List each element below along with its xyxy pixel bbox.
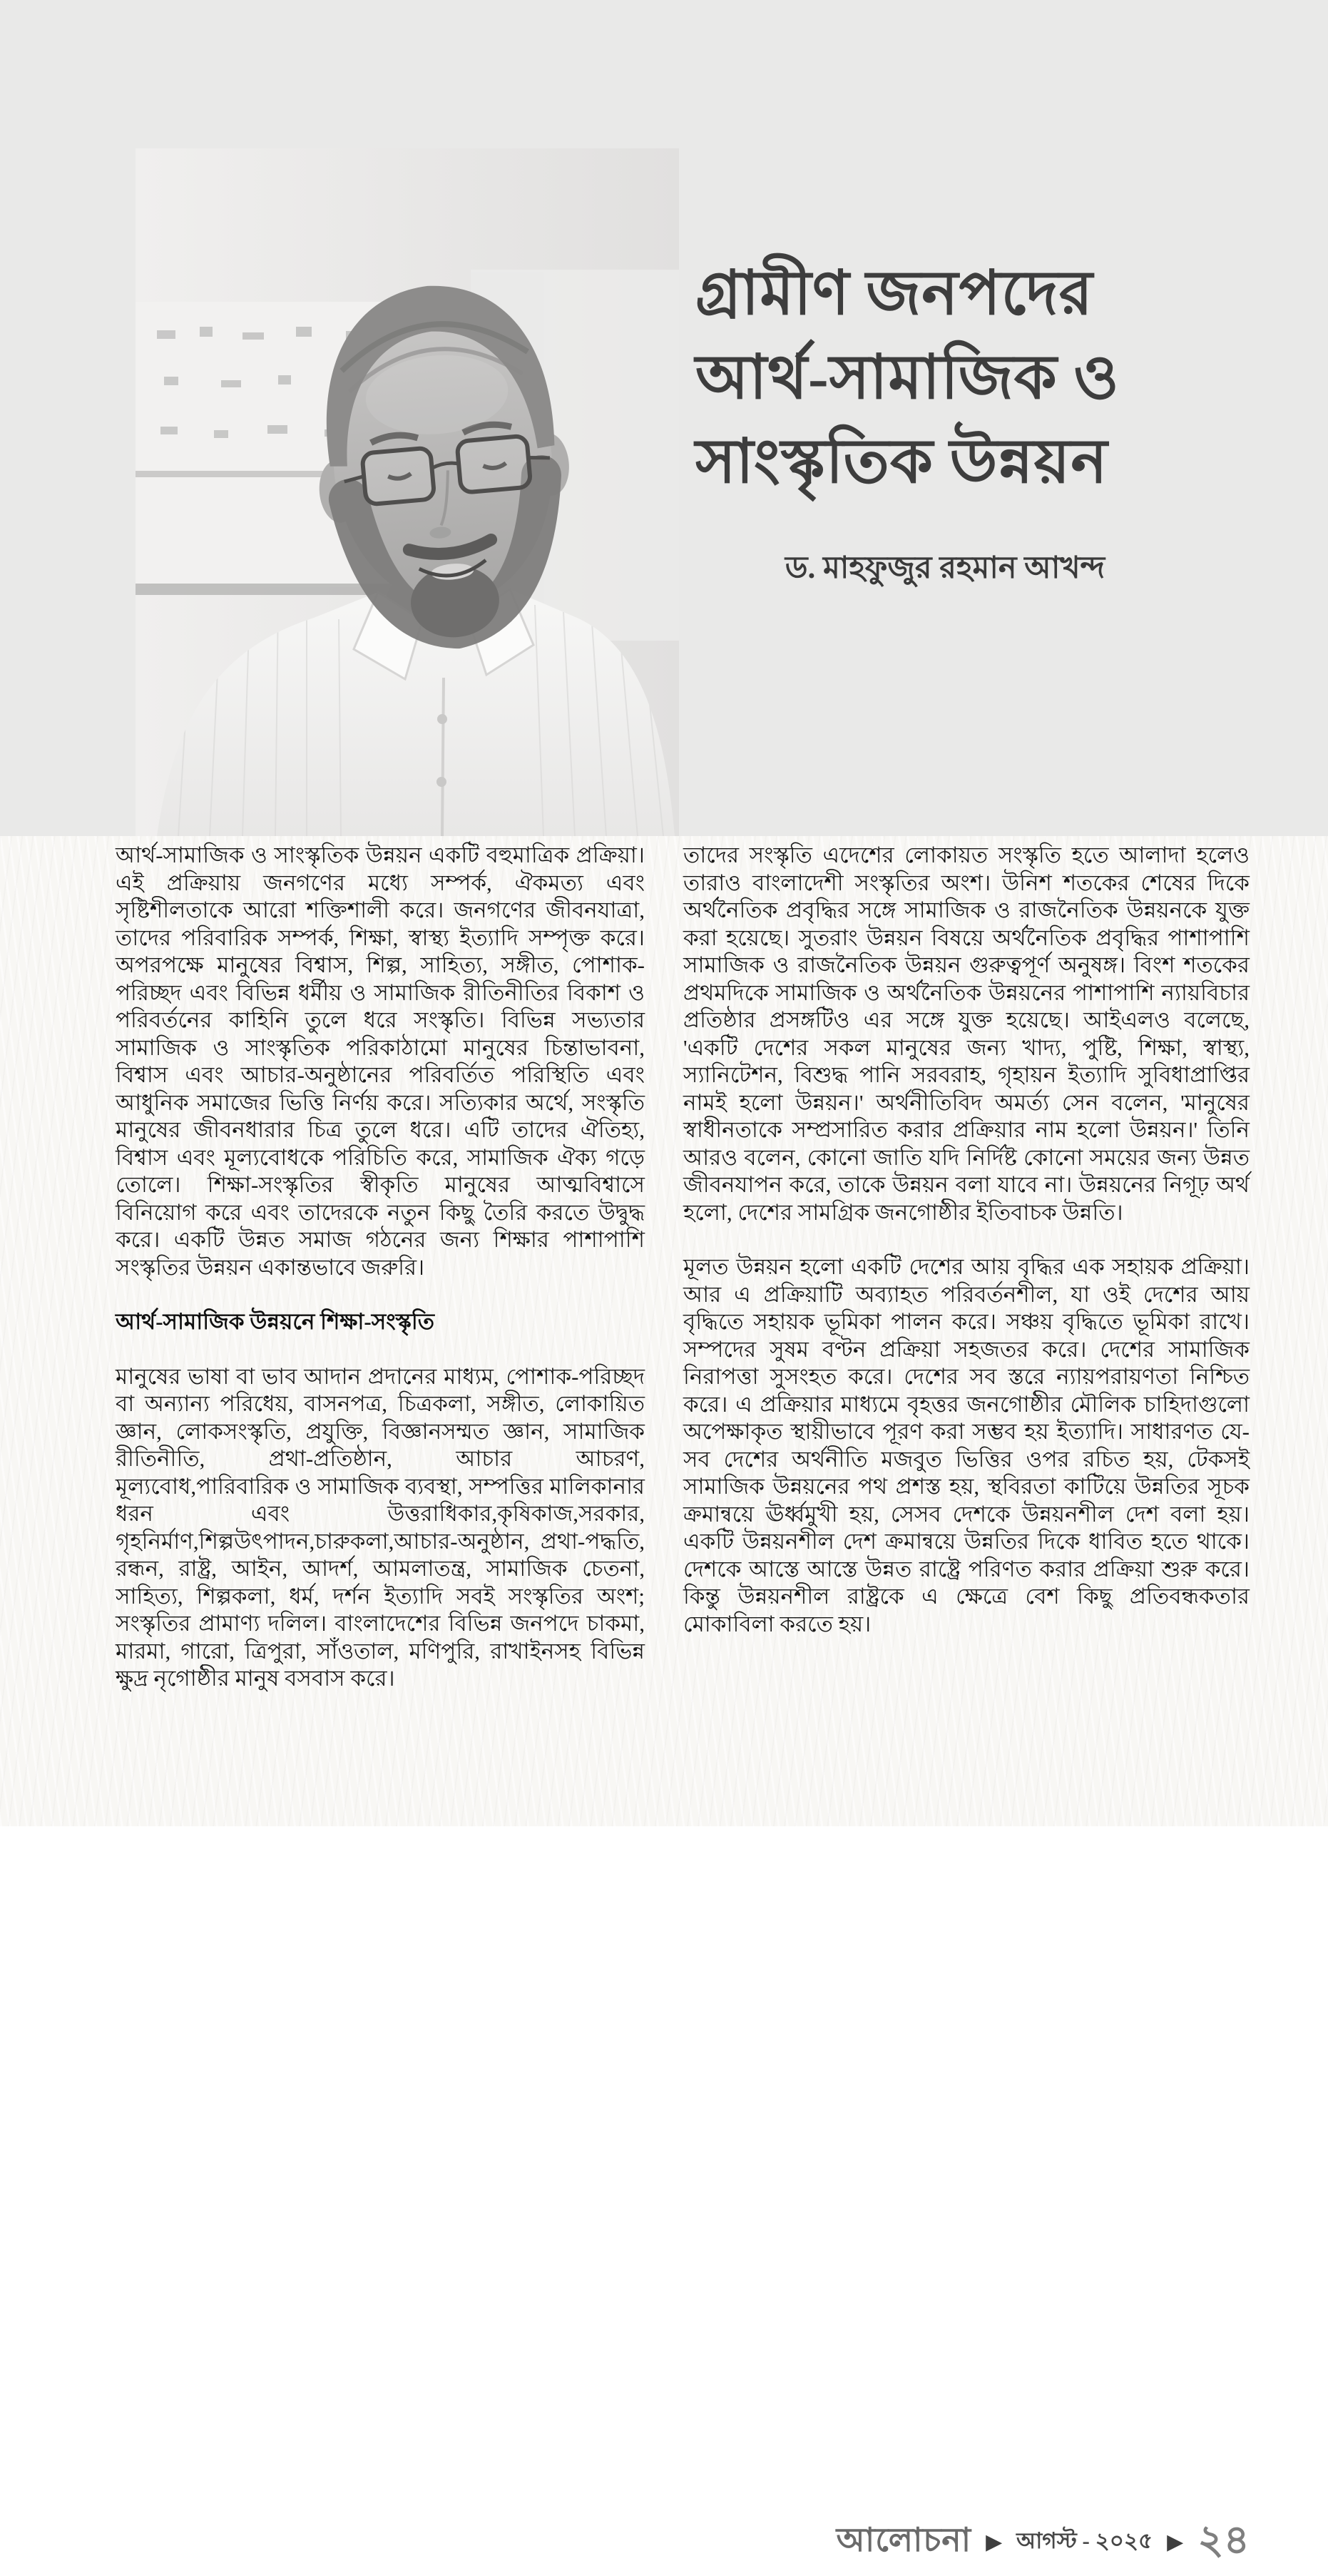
header-section bbox=[0, 0, 1328, 836]
play-triangle-icon: ▶ bbox=[1167, 2530, 1184, 2555]
author-photo bbox=[136, 148, 679, 836]
issue-date: আগস্ট - ২০২৫ bbox=[1016, 2528, 1153, 2553]
article-body bbox=[0, 836, 1328, 2562]
play-triangle-icon: ▶ bbox=[986, 2530, 1003, 2555]
left-column bbox=[116, 842, 645, 1720]
paragraph: মূলত উন্নয়ন হলো একটি দেশের আয় বৃদ্ধির এক সহায়ক প্রক্রিয়া। আর এ প্রক্রিয়াটি অব্যাহত পরিবর্তনশীল, যা ওই দেশের আয় বৃদ্ধিতে সহায়ক ভূমিকা পালন করে। সঞ্চয় বৃদ্ধিতে ভূমিকা রাখে। সম্পদের সুষম বণ্টন প্রক্রিয়া সহজতর করে। দেশের সামাজিক নিরাপত্তা সুসংহত করে। দেশের সব স্তরে ন্যায়পরায়ণতা নিশ্চিত করে। এ প্রক্রিয়ার মাধ্যমে বৃহত্তর জনগোষ্ঠীর মৌলিক চাহিদাগুলো অপেক্ষাকৃত স্থায়ীভাবে পূরণ করা সম্ভব হয় ইত্যাদি। সাধারণত যে-সব দেশের অর্থনীতি মজবুত ভিত্তির ওপর রচিত হয়, টেকসই সামাজিক উন্নয়নের পথ প্রশস্ত হয়, স্থবিরতা কাটিয়ে উন্নতির সূচক ক্রমান্বয়ে ঊর্ধ্বমুখী হয়, সেসব দেশকে উন্নয়নশীল দেশ বলা হয়। একটি উন্নয়নশীল দেশ ক্রমান্বয়ে উন্নতির দিকে ধাবিত হতে থাকে। দেশকে আস্তে আস্তে উন্নত রাষ্ট্রে পরিণত করার প্রক্রিয়া শুরু করে। কিন্তু উন্নয়নশীল রাষ্ট্রকে এ ক্ষেত্রে বেশ কিছু প্রতিবন্ধকতার মোকাবিলা করতে হয়। bbox=[683, 1254, 1250, 1636]
paragraph: মানুষের ভাষা বা ভাব আদান প্রদানের মাধ্যম, পোশাক-পরিচ্ছদ বা অন্যান্য পরিধেয়, বাসনপত্র, চিত্রকলা, সঙ্গীত, লোকায়িত জ্ঞান, লোকসংস্কৃতি, প্রযুক্তি, বিজ্ঞানসম্মত জ্ঞান, সামাজিক রীতিনীতি, প্রথা-প্রতিষ্ঠান, আচার আচরণ, মূল্যবোধ,পারিবারিক ও সামাজিক ব্যবস্থা, সম্পত্তির মালিকানার ধরন এবং উত্তরাধিকার,কৃষিকাজ,সরকার, গৃহনির্মাণ,শিল্পউৎপাদন,চারুকলা,আচার-অনুষ্ঠান, প্রথা-পদ্ধতি, রন্ধন, রাষ্ট্র, আইন, আদর্শ, আমলাতন্ত্র, সামাজিক চেতনা, সাহিত্য, শিল্পকলা, ধর্ম, দর্শন ইত্যাদি সবই সংস্কৃতির অংশ; সংস্কৃতির প্রামাণ্য দলিল। বাংলাদেশের বিভিন্ন জনপদে চাকমা, মারমা, গারো, ত্রিপুরা, সাঁওতাল, মণিপুরি, রাখাইনসহ বিভিন্ন ক্ষুদ্র নৃগোষ্ঠীর মানুষ বসবাস করে। bbox=[116, 1363, 645, 1691]
button-placket bbox=[442, 678, 444, 836]
section-subheading: আর্থ-সামাজিক উন্নয়নে শিক্ষা-সংস্কৃতি bbox=[116, 1309, 435, 1334]
title-line-1: গ্রামীণ জনপদের bbox=[695, 259, 1093, 327]
author-name: ড. মাহফুজুর রহমান আখন্দ bbox=[785, 551, 1105, 585]
title-line-3: সাংস্কৃতিক উন্নয়ন bbox=[695, 427, 1108, 496]
right-column bbox=[683, 842, 1250, 1665]
portrait-photo-illustration bbox=[136, 148, 679, 836]
title-line-2: আর্থ-সামাজিক ও bbox=[695, 343, 1120, 412]
paragraph: আর্থ-সামাজিক ও সাংস্কৃতিক উন্নয়ন একটি বহুমাত্রিক প্রক্রিয়া। এই প্রক্রিয়ায় জনগণের মধ্যে সম্পর্ক, ঐকমত্য এবং সৃষ্টিশীলতাকে আরো শক্তিশালী করে। জনগণের জীবনযাত্রা, তাদের পরিবারিক সম্পর্ক, শিক্ষা, স্বাস্থ্য ইত্যাদি সম্পৃক্ত করে। অপরপক্ষে মানুষের বিশ্বাস, শিল্প, সাহিত্য, সঙ্গীত, পোশাক-পরিচ্ছদ এবং বিভিন্ন ধর্মীয় ও সামাজিক রীতিনীতির বিকাশ ও পরিবর্তনের কাহিনি তুলে ধরে সংস্কৃতি। বিভিন্ন সভ্যতার সামাজিক ও সাংস্কৃতিক পরিকাঠামো মানুষের চিন্তাভাবনা, বিশ্বাস এবং আচার-অনুষ্ঠানের পরিবর্তিত পরিস্থিতি এবং আধুনিক সমাজের ভিত্তি নির্ণয় করে। সত্যিকার অর্থে, সংস্কৃতি মানুষের জীবনধারার চিত্র তুলে ধরে। এটি তাদের ঐতিহ্য, বিশ্বাস এবং মূল্যবোধকে পরিচিতি করে, সামাজিক ঐক্য গড়ে তোলে। শিক্ষা-সংস্কৃতির স্বীকৃতি মানুষের আত্মবিশ্বাসে বিনিয়োগ করে এবং তাদেরকে নতুন কিছু তৈরি করতে উদ্বুদ্ধ করে। একটি উন্নত সমাজ গঠনের জন্য শিক্ষার পাশাপাশি সংস্কৃতির উন্নয়ন একান্তভাবে জরুরি। bbox=[116, 842, 645, 1280]
article-title bbox=[695, 251, 1195, 596]
paragraph: তাদের সংস্কৃতি এদেশের লোকায়ত সংস্কৃতি হতে আলাদা হলেও তারাও বাংলাদেশী সংস্কৃতির অংশ। উনিশ শতকের শেষের দিকে অর্থনৈতিক প্রবৃদ্ধির সঙ্গে সামাজিক ও রাজনৈতিক উন্নয়নকে যুক্ত করা হয়েছে। সুতরাং উন্নয়ন বিষয়ে অর্থনৈতিক প্রবৃদ্ধির পাশাপাশি সামাজিক ও রাজনৈতিক উন্নয়ন গুরুত্বপূর্ণ অনুষঙ্গ। বিংশ শতকের প্রথমদিকে সামাজিক ও অর্থনৈতিক উন্নয়নের পাশাপাশি ন্যায়বিচার প্রতিষ্ঠার প্রসঙ্গটিও এর সঙ্গে যুক্ত হয়েছে। আইএলও বলেছে, 'একটি দেশের সকল মানুষের জন্য খাদ্য, পুষ্টি, শিক্ষা, স্বাস্থ্য, স্যানিটেশন, বিশুদ্ধ পানি সরবরাহ, গৃহায়ন ইত্যাদি সুবিধাপ্রাপ্তির নামই হলো উন্নয়ন।' অর্থনীতিবিদ অমর্ত্য সেন বলেন, 'মানুষের স্বাধীনতাকে সম্প্রসারিত করার প্রক্রিয়ার নাম হলো উন্নয়ন।' তিনি আরও বলেন, কোনো জাতি যদি নির্দিষ্ট কোনো সময়ের জন্য উন্নত জীবনযাপন করে, তাকে উন্নয়ন বলা যাবে না। উন্নয়নের নিগূঢ় অর্থ হলো, দেশের সামগ্রিক জনগোষ্ঠীর ইতিবাচক উন্নতি। bbox=[683, 842, 1250, 1225]
page-number: ২৪ bbox=[1197, 2518, 1250, 2562]
magazine-logo: আলোচনা bbox=[836, 2522, 972, 2558]
page-footer bbox=[683, 2517, 1250, 2568]
